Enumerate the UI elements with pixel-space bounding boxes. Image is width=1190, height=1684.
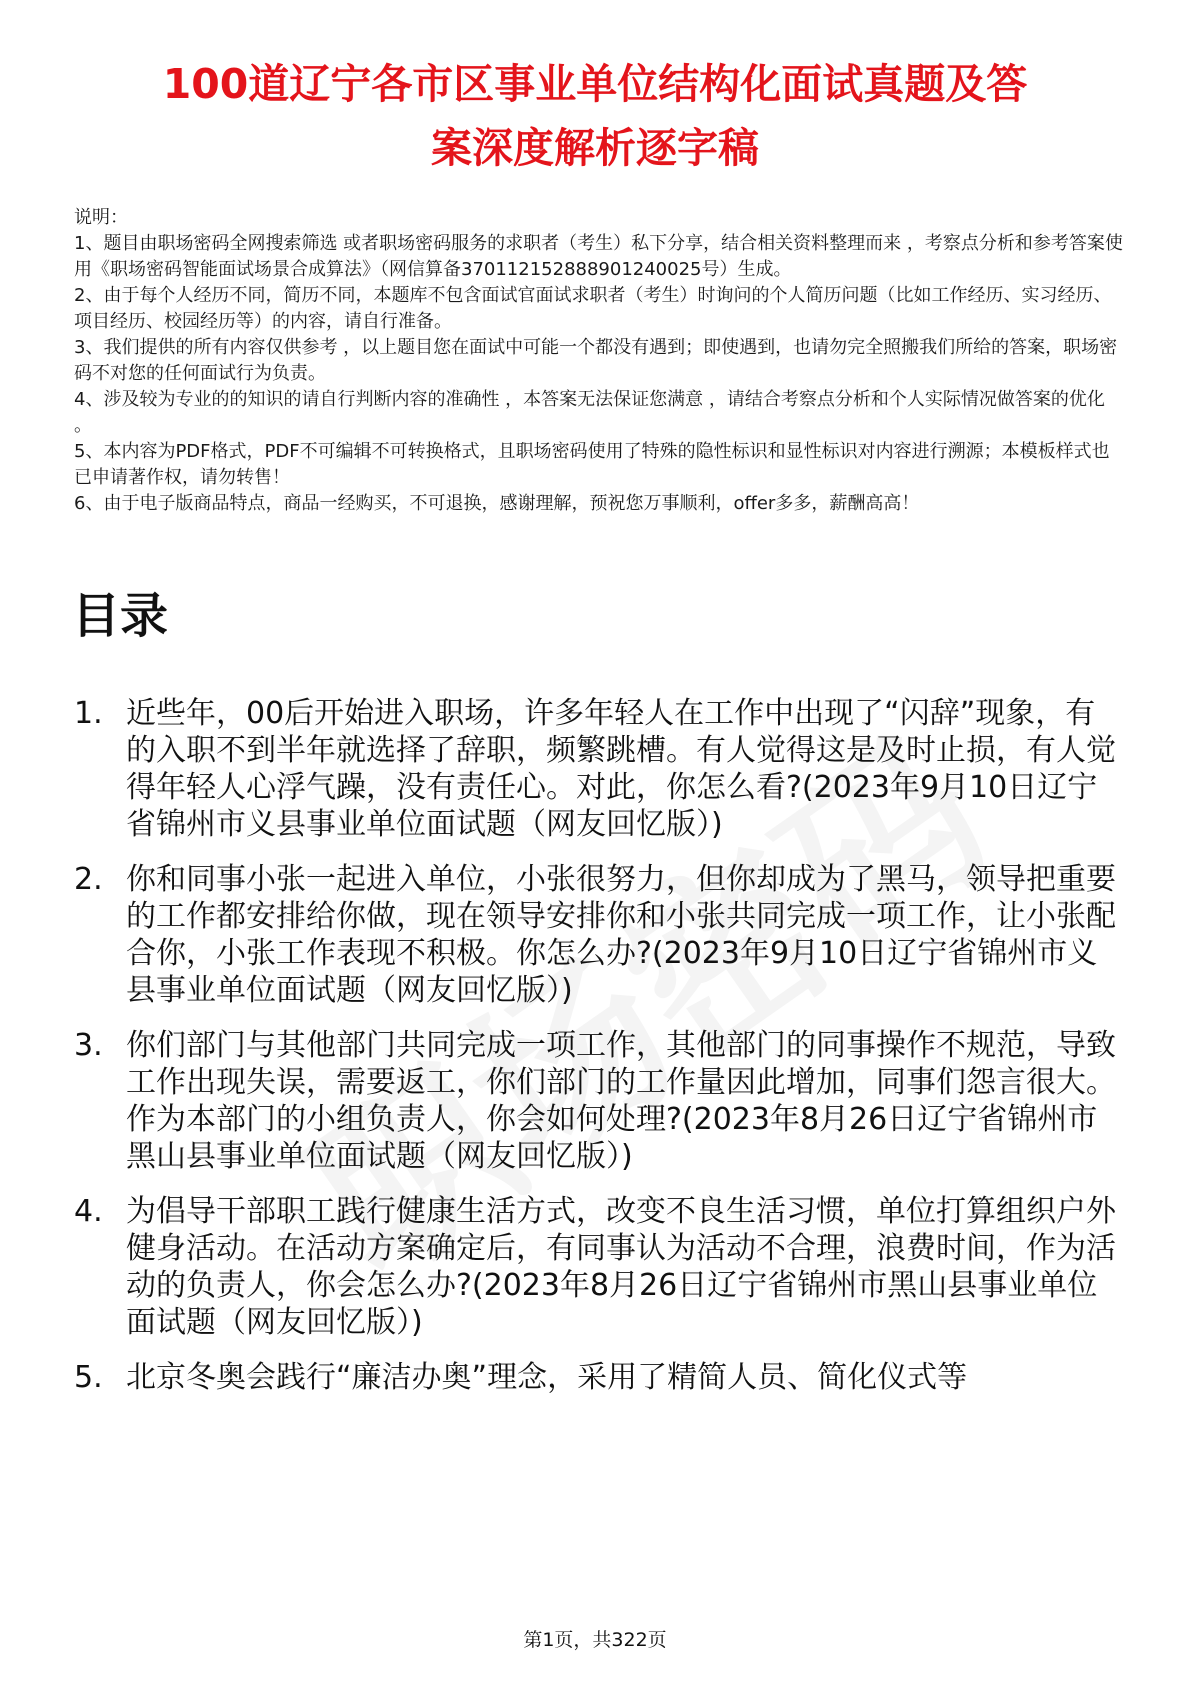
toc-item-number: 1. [74, 696, 103, 731]
toc-item-number: 3. [74, 1028, 103, 1063]
note-item-2: 2、由于每个人经历不同，简历不同，本题库不包含面试官面试求职者（考生）时询问的个人简历问题（比如工作经历、实习经历、项目经历、校园经历等）的内容，请自行准备。 [74, 285, 1112, 332]
note-item-1: 1、题目由职场密码全网搜索筛选 或者职场密码服务的求职者（考生）私下分享，结合相关资料整理而来 ，考察点分析和参考答案使用《职场密码智能面试场景合成算法》（网信算备370112152888901240025号）生成。 [74, 233, 1123, 280]
note-item-4: 4、涉及较为专业的的知识的请自行判断内容的准确性 ，本答案无法保证您满意 ，请结合考察点分析和个人实际情况做答案的优化 。 [74, 389, 1105, 436]
title-line-2: 案深度解析逐字稿 [431, 124, 759, 172]
toc-item[interactable] [74, 1027, 1124, 1175]
document-title [60, 52, 1130, 180]
toc-item[interactable] [74, 861, 1124, 1009]
toc-item-number: 5. [74, 1360, 103, 1395]
toc-item-number: 4. [74, 1194, 103, 1229]
notes-label: 说明： [74, 207, 128, 228]
toc-item[interactable] [74, 1359, 1124, 1396]
toc-heading: 目录 [72, 588, 169, 644]
page-footer: 第1页，共322页 [523, 1629, 667, 1651]
note-item-3: 3、我们提供的所有内容仅供参考 ，以上题目您在面试中可能一个都没有遇到；即使遇到，也请勿完全照搬我们所给的答案，职场密码不对您的任何面试行为负责。 [74, 337, 1118, 384]
toc-item[interactable] [74, 695, 1124, 843]
note-item-6: 6、由于电子版商品特点，商品一经购买，不可退换，感谢理解，预祝您万事顺利，offer多多，薪酬高高！ [74, 493, 920, 514]
note-item-5: 5、本内容为PDF格式，PDF不可编辑不可转换格式，且职场密码使用了特殊的隐性标识和显性标识对内容进行溯源；本模板样式也已申请著作权，请勿转售！ [74, 441, 1110, 488]
toc-item-text: 你和同事小张一起进入单位，小张很努力，但你却成为了黑马，领导把重要的工作都安排给你做，现在领导安排你和小张共同完成一项工作，让小张配合你，小张工作表现不积极。你怎么办?(2023年9月10日辽宁省锦州市义县事业单位面试题（网友回忆版）) [126, 862, 1116, 1008]
toc-item-text: 你们部门与其他部门共同完成一项工作，其他部门的同事操作不规范，导致工作出现失误，需要返工，你们部门的工作量因此增加，同事们怨言很大。作为本部门的小组负责人，你会如何处理?(2023年8月26日辽宁省锦州市黑山县事业单位面试题（网友回忆版）) [126, 1028, 1116, 1174]
toc-item-text: 近些年，00后开始进入职场，许多年轻人在工作中出现了“闪辞”现象，有的入职不到半年就选择了辞职，频繁跳槽。有人觉得这是及时止损，有人觉得年轻人心浮气躁，没有责任心。对此，你怎么看?(2023年9月10日辽宁省锦州市义县事业单位面试题（网友回忆版）) [126, 696, 1116, 842]
disclaimer-notes [74, 205, 1124, 517]
toc-list [74, 695, 1124, 1414]
toc-item-text: 为倡导干部职工践行健康生活方式，改变不良生活习惯，单位打算组织户外健身活动。在活动方案确定后，有同事认为活动不合理，浪费时间，作为活动的负责人，你会怎么办?(2023年8月26日辽宁省锦州市黑山县事业单位面试题（网友回忆版）) [126, 1194, 1116, 1340]
title-line-1: 100道辽宁各市区事业单位结构化面试真题及答 [162, 60, 1028, 108]
toc-item[interactable] [74, 1193, 1124, 1341]
toc-item-text: 北京冬奥会践行“廉洁办奥”理念，采用了精简人员、简化仪式等 [126, 1360, 968, 1395]
toc-item-number: 2. [74, 862, 103, 897]
